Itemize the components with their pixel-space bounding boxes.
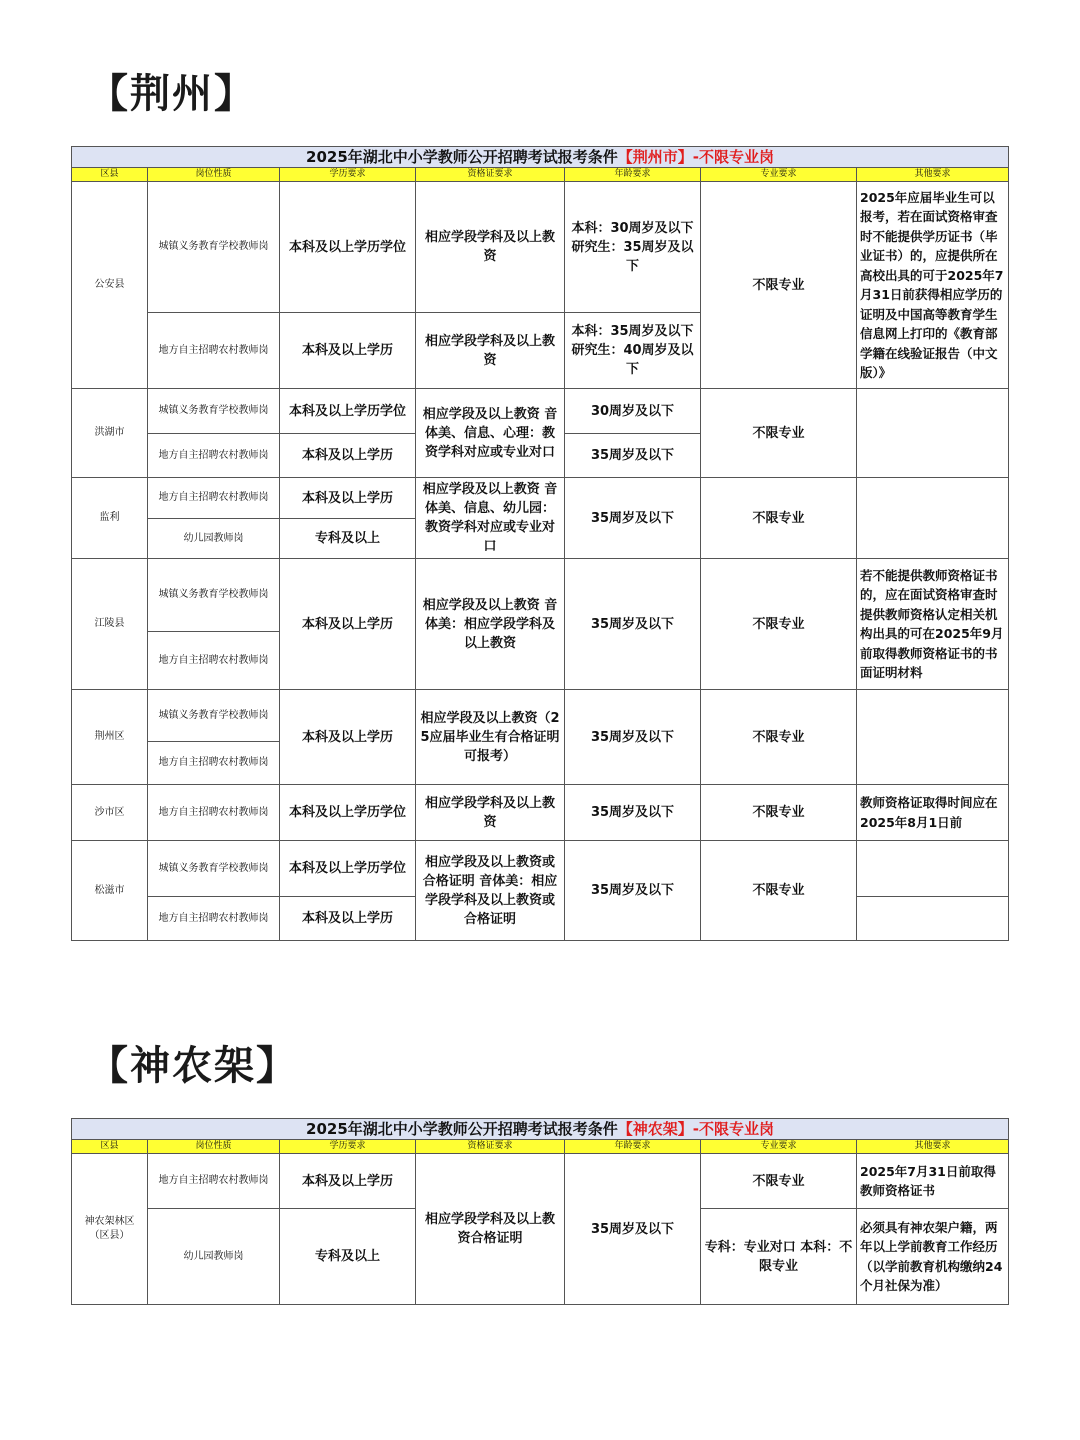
- age-cell: 35周岁及以下: [565, 434, 701, 478]
- header-education: 学历要求: [280, 1140, 416, 1154]
- age-cell: 35周岁及以下: [565, 559, 701, 690]
- district-cell: 洪湖市: [72, 389, 148, 478]
- note-cell: 2025年7月31日前取得教师资格证书: [857, 1154, 1009, 1209]
- table-row: [72, 1154, 1009, 1209]
- banner-highlight: 【荆州市】-不限专业岗: [617, 148, 775, 166]
- header-certificate: 资格证要求: [416, 168, 565, 182]
- age-cell: 35周岁及以下: [565, 478, 701, 559]
- header-age: 年龄要求: [565, 168, 701, 182]
- table-banner: [72, 147, 1009, 168]
- banner-cell: [72, 147, 1009, 168]
- post-cell: 地方自主招聘农村教师岗: [148, 632, 280, 690]
- age-cell: 30周岁及以下: [565, 389, 701, 434]
- major-cell: 不限专业: [701, 389, 857, 478]
- section-title-shennongjia: 【神农架】: [88, 1043, 298, 1089]
- banner-cell: [72, 1119, 1009, 1140]
- table-row: [72, 785, 1009, 841]
- table-row: [72, 478, 1009, 519]
- certificate-cell: 相应学段学科及以上教资: [416, 182, 565, 313]
- header-age: 年龄要求: [565, 1140, 701, 1154]
- certificate-cell: 相应学段及以上教资 音体美：相应学段学科及以上教资: [416, 559, 565, 690]
- header-education: 学历要求: [280, 168, 416, 182]
- district-cell: 荆州区: [72, 690, 148, 785]
- education-cell: 本科及以上学历: [280, 313, 416, 389]
- table-row: [72, 559, 1009, 632]
- post-cell: 幼儿园教师岗: [148, 519, 280, 559]
- header-district: 区县: [72, 1140, 148, 1154]
- post-cell: 地方自主招聘农村教师岗: [148, 1154, 280, 1209]
- district-cell: 神农架林区（区县）: [72, 1154, 148, 1305]
- post-cell: 城镇义务教育学校教师岗: [148, 690, 280, 742]
- header-post-type: 岗位性质: [148, 1140, 280, 1154]
- post-cell: 地方自主招聘农村教师岗: [148, 785, 280, 841]
- post-cell: 地方自主招聘农村教师岗: [148, 742, 280, 785]
- education-cell: 本科及以上学历: [280, 478, 416, 519]
- jingzhou-requirements-table: [71, 146, 1009, 941]
- major-cell: 不限专业: [701, 841, 857, 941]
- certificate-cell: 相应学段学科及以上教资合格证明: [416, 1154, 565, 1305]
- age-cell: 本科：30周岁及以下 研究生：35周岁及以下: [565, 182, 701, 313]
- note-cell: [857, 690, 1009, 785]
- note-cell: 教师资格证取得时间应在2025年8月1日前: [857, 785, 1009, 841]
- post-cell: 城镇义务教育学校教师岗: [148, 841, 280, 897]
- note-cell: [857, 841, 1009, 897]
- note-cell: [857, 389, 1009, 478]
- post-cell: 城镇义务教育学校教师岗: [148, 389, 280, 434]
- note-cell: [857, 478, 1009, 559]
- major-cell: 不限专业: [701, 478, 857, 559]
- education-cell: 本科及以上学历学位: [280, 182, 416, 313]
- post-cell: 地方自主招聘农村教师岗: [148, 313, 280, 389]
- major-cell: 不限专业: [701, 559, 857, 690]
- note-cell: 必须具有神农架户籍，两年以上学前教育工作经历（以学前教育机构缴纳24个月社保为准）: [857, 1209, 1009, 1305]
- header-row: [72, 168, 1009, 182]
- table-row: [72, 182, 1009, 313]
- major-cell: 不限专业: [701, 182, 857, 389]
- section-title-jingzhou: 【荆州】: [88, 71, 256, 117]
- shennongjia-requirements-table: [71, 1118, 1009, 1305]
- district-cell: 沙市区: [72, 785, 148, 841]
- header-other: 其他要求: [857, 168, 1009, 182]
- post-cell: 城镇义务教育学校教师岗: [148, 182, 280, 313]
- education-cell: 本科及以上学历学位: [280, 841, 416, 897]
- post-cell: 地方自主招聘农村教师岗: [148, 434, 280, 478]
- age-cell: 本科：35周岁及以下 研究生：40周岁及以下: [565, 313, 701, 389]
- certificate-cell: 相应学段及以上教资（25应届毕业生有合格证明可报考）: [416, 690, 565, 785]
- certificate-cell: 相应学段及以上教资 音体美、信息、心理：教资学科对应或专业对口: [416, 389, 565, 478]
- header-other: 其他要求: [857, 1140, 1009, 1154]
- education-cell: 本科及以上学历学位: [280, 389, 416, 434]
- header-major: 专业要求: [701, 1140, 857, 1154]
- education-cell: 本科及以上学历: [280, 559, 416, 690]
- district-cell: 江陵县: [72, 559, 148, 690]
- district-cell: 公安县: [72, 182, 148, 389]
- banner-prefix: 2025年湖北中小学教师公开招聘考试报考条件: [306, 148, 618, 166]
- major-cell: 不限专业: [701, 785, 857, 841]
- post-cell: 城镇义务教育学校教师岗: [148, 559, 280, 632]
- education-cell: 本科及以上学历: [280, 434, 416, 478]
- header-row: [72, 1140, 1009, 1154]
- header-major: 专业要求: [701, 168, 857, 182]
- district-cell: 松滋市: [72, 841, 148, 941]
- banner-highlight: 【神农架】-不限专业岗: [617, 1120, 775, 1138]
- header-certificate: 资格证要求: [416, 1140, 565, 1154]
- banner-prefix: 2025年湖北中小学教师公开招聘考试报考条件: [306, 1120, 618, 1138]
- note-cell: 若不能提供教师资格证书的，应在面试资格审查时提供教师资格认定相关机构出具的可在2025年9月前取得教师资格证书的书面证明材料: [857, 559, 1009, 690]
- table-banner: [72, 1119, 1009, 1140]
- major-cell: 不限专业: [701, 1154, 857, 1209]
- certificate-cell: 相应学段学科及以上教资: [416, 785, 565, 841]
- post-cell: 地方自主招聘农村教师岗: [148, 478, 280, 519]
- education-cell: 专科及以上: [280, 1209, 416, 1305]
- education-cell: 本科及以上学历: [280, 1154, 416, 1209]
- table-row: [72, 841, 1009, 897]
- certificate-cell: 相应学段学科及以上教资: [416, 313, 565, 389]
- major-cell: 专科：专业对口 本科：不限专业: [701, 1209, 857, 1305]
- education-cell: 专科及以上: [280, 519, 416, 559]
- age-cell: 35周岁及以下: [565, 785, 701, 841]
- note-cell: 2025年应届毕业生可以报考，若在面试资格审查时不能提供学历证书（毕业证书）的，应提供所在高校出具的可于2025年7月31日前获得相应学历的证明及中国高等教育学生信息网上打印的《教育部学籍在线验证报告（中文版）》: [857, 182, 1009, 389]
- age-cell: 35周岁及以下: [565, 841, 701, 941]
- post-cell: 地方自主招聘农村教师岗: [148, 897, 280, 941]
- note-cell: [857, 897, 1009, 941]
- table-row: [72, 690, 1009, 742]
- education-cell: 本科及以上学历学位: [280, 785, 416, 841]
- education-cell: 本科及以上学历: [280, 690, 416, 785]
- header-district: 区县: [72, 168, 148, 182]
- certificate-cell: 相应学段及以上教资 音体美、信息、幼儿园：教资学科对应或专业对口: [416, 478, 565, 559]
- header-post-type: 岗位性质: [148, 168, 280, 182]
- table-row: [72, 389, 1009, 434]
- post-cell: 幼儿园教师岗: [148, 1209, 280, 1305]
- district-cell: 监利: [72, 478, 148, 559]
- major-cell: 不限专业: [701, 690, 857, 785]
- age-cell: 35周岁及以下: [565, 690, 701, 785]
- education-cell: 本科及以上学历: [280, 897, 416, 941]
- age-cell: 35周岁及以下: [565, 1154, 701, 1305]
- certificate-cell: 相应学段及以上教资或合格证明 音体美：相应学段学科及以上教资或合格证明: [416, 841, 565, 941]
